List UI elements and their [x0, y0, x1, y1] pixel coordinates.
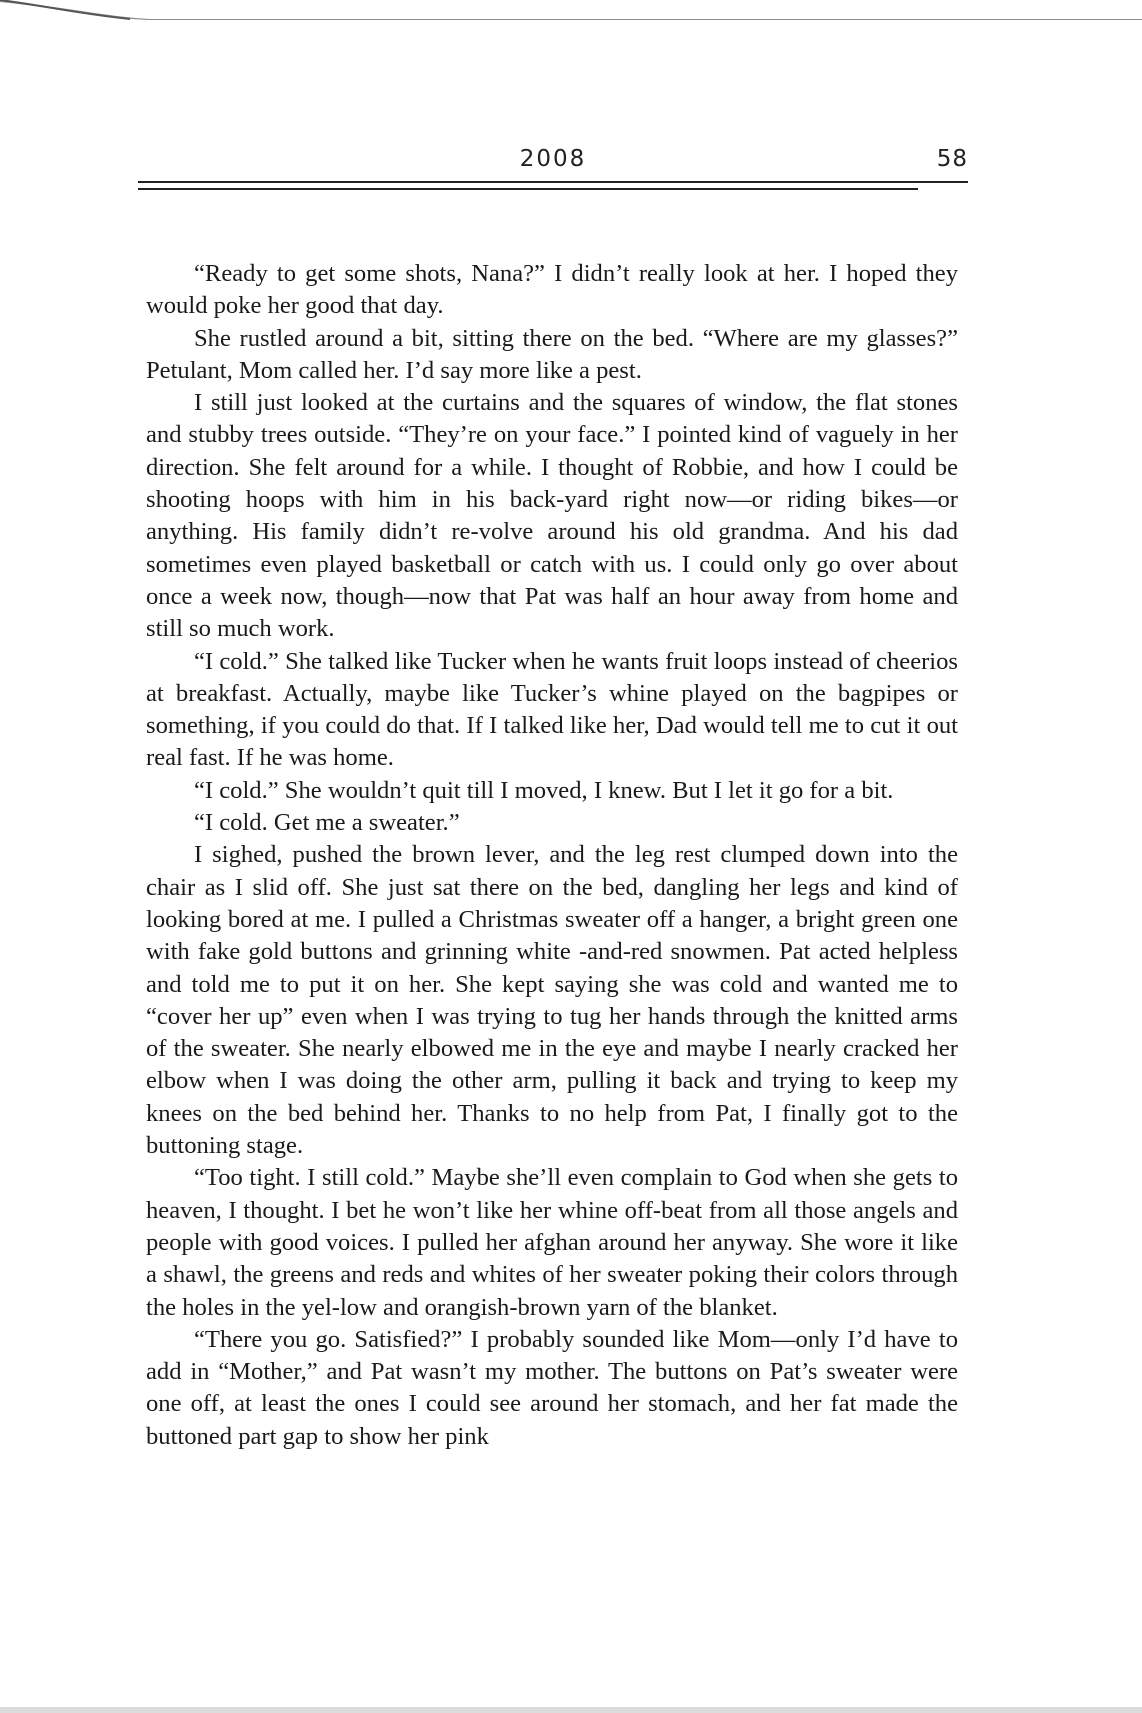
paragraph: “I cold. Get me a sweater.” — [194, 809, 460, 837]
paragraph: “I cold.” She wouldn’t quit till I moved, I knew. But I let it go for a bit. — [194, 776, 894, 804]
paragraph: “There you go. Satisfied?” I probably sounded like Mom—only I’d have to add in “Mother,” and Pat wasn’t my mother. The buttons on Pat’s sweater were one off, at least the ones I could see around her stomach, and her fat made the buttoned part gap to show her pink — [146, 1325, 958, 1450]
paragraph: “Ready to get some shots, Nana?” I didn’t really look at her. I hoped they would poke her good that day. — [146, 260, 958, 320]
running-head-title: 2008 — [519, 146, 587, 172]
running-head — [138, 146, 968, 178]
paragraph: I still just looked at the curtains and the squares of window, the flat stones and stubby trees outside. “They’re on your face.” I pointed kind of vaguely in her direction. She felt around for a while. I thought of Robbie, and how I could be shooting hoops with him in his back-yard right now—or riding bikes—or anything. His family didn’t re-volve around his old grandma. And his dad sometimes even played basketball or catch with us. I could only go over about once a week now, though—now that Pat was half an hour away from home and still so much work. — [146, 389, 958, 643]
paragraph: “Too tight. I still cold.” Maybe she’ll even complain to God when she gets to heaven, I thought. I bet he won’t like her whine off-beat from all those angels and people with good voices. I pulled her afghan around her anyway. She wore it like a shawl, the greens and reds and whites of her sweater poking their colors through the holes in the yel-low and orangish-brown yarn of the blanket. — [146, 1164, 958, 1321]
header-rule-bottom — [138, 188, 918, 190]
paragraph: She rustled around a bit, sitting there on the bed. “Where are my glasses?” Petulant, Mom called her. I’d say more like a pest. — [146, 324, 958, 384]
scan-edge-shadow — [0, 0, 1142, 30]
body-text — [146, 258, 958, 1453]
paragraph: I sighed, pushed the brown lever, and the leg rest clumped down into the chair as I slid off. She just sat there on the bed, dangling her legs and kind of looking bored at me. I pulled a Christmas sweater off a hanger, a bright green one with fake gold buttons and grinning white -and-red snowmen. Pat acted helpless and told me to put it on her. She kept saying she was cold and wanted me to “cover her up” even when I was trying to tug her hands through the knitted arms of the sweater. She nearly elbowed me in the eye and maybe I nearly cracked her elbow when I was doing the other arm, pulling it back and trying to keep my knees on the bed behind her. Thanks to no help from Pat, I finally got to the buttoning stage. — [146, 841, 958, 1160]
page-number: 58 — [936, 146, 968, 172]
paragraph: “I cold.” She talked like Tucker when he wants fruit loops instead of cheerios at breakfast. Actually, maybe like Tucker’s whine played on the bagpipes or something, if you could do that. If I talked like her, Dad would tell me to cut it out real fast. If he was home. — [146, 647, 958, 772]
scan-bottom-edge — [0, 1691, 1142, 1713]
header-rule-top — [138, 181, 968, 183]
